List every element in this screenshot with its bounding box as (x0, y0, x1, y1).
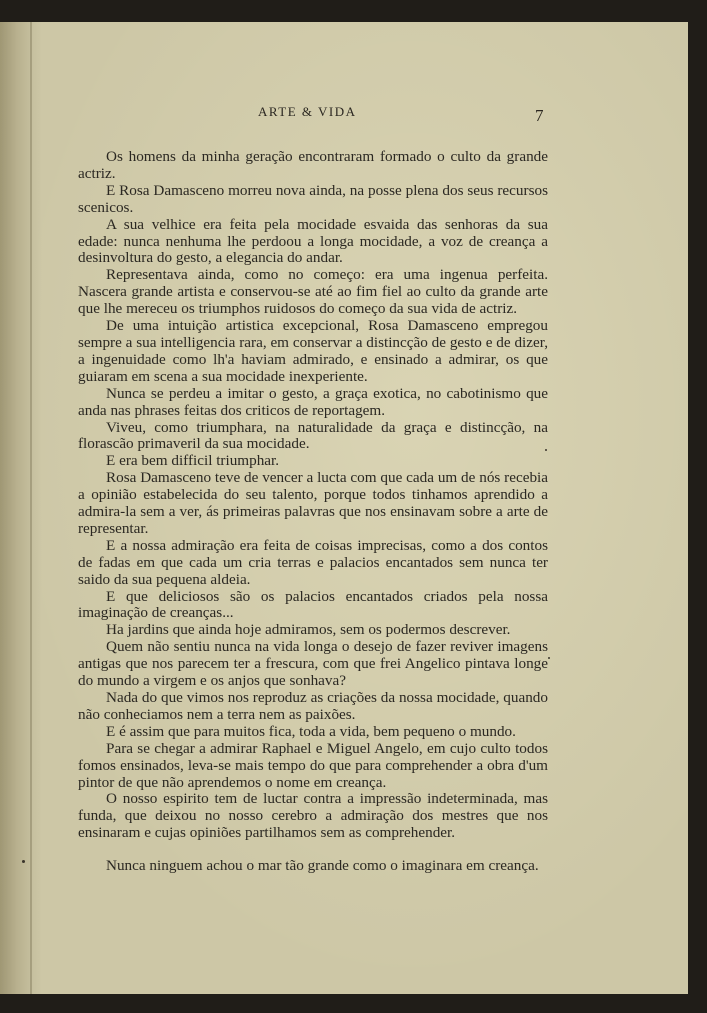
ink-speck (548, 657, 550, 659)
book-page (0, 22, 688, 994)
closing-paragraph: Nunca ninguem achou o mar tão grande como o imaginara em creança. (106, 857, 539, 875)
page-number: 7 (535, 106, 544, 125)
running-title: ARTE & VIDA (258, 104, 357, 119)
ink-speck (545, 449, 547, 451)
body-text (78, 149, 548, 875)
paragraph: E é assim que para muitos fica, toda a vida, bem pequeno o mundo. (106, 722, 516, 740)
paragraph: E era bem difficil triumphar. (106, 452, 280, 470)
paragraph: Quem não sentiu nunca na vida longa o desejo de fazer reviver imagens antigas que nos parecem ter a frescura, com que frei Angelico pintava longe do mundo a virgem e os anjos que sonhava? (78, 638, 548, 690)
paragraph: Ha jardins que ainda hoje admiramos, sem os podermos descrever. (106, 621, 511, 639)
paragraph: Representava ainda, como no começo: era uma ingenua perfeita. Nascera grande artista e conservou-se até ao fim fiel ao culto da grande arte que lhe mereceu os triumphos ruidosos do começo da sua vida de actriz. (78, 266, 548, 318)
paragraph: O nosso espirito tem de luctar contra a impressão indeterminada, mas funda, que deixou no nosso cerebro a admiração dos mestres que nos ensinaram e cujas opiniões partilhamos sem as comprehender. (78, 790, 548, 842)
page-gutter (0, 22, 42, 994)
page-fold (30, 22, 32, 994)
paragraph: Viveu, como triumphara, na naturalidade da graça e distincção, na florascão primaveril da sua mocidade. (78, 418, 548, 453)
ink-speck (22, 860, 25, 863)
paragraph: E Rosa Damasceno morreu nova ainda, na posse plena dos seus recursos scenicos. (78, 181, 548, 216)
paragraph: Os homens da minha geração encontraram formado o culto da grande actriz. (78, 148, 548, 182)
paragraph: De uma intuição artistica excepcional, Rosa Damasceno empregou sempre a sua intelligencia rara, em conservar a distincção de gesto e de dizer, a ingenuidade como lh'a haviam admirado, e ensinado a admirar, os que guiaram em scena a sua mocidade inexperiente. (78, 317, 548, 385)
paragraph: E a nossa admiração era feita de coisas imprecisas, como a dos contos de fadas em que cada um cria terras e palacios encantados sem nunca ter saido da sua pequena aldeia. (78, 536, 548, 588)
paragraph: Nunca se perdeu a imitar o gesto, a graça exotica, no cabotinismo que anda nas phrases feitas dos criticos de reportagem. (78, 384, 548, 419)
paragraph: A sua velhice era feita pela mocidade esvaida das senhoras da sua edade: nunca nenhuma lhe perdoou a longa mocidade, a voz de creança a desinvoltura do gesto, a elegancia do andar. (78, 215, 548, 267)
paragraph: E que deliciosos são os palacios encantados criados pela nossa imaginação de creanças... (78, 587, 548, 622)
paragraph: Para se chegar a admirar Raphael e Miguel Angelo, em cujo culto todos fomos ensinados, leva-se mais tempo do que para comprehender a obra d'um pintor de que não aprendemos o nome em creança. (78, 739, 548, 791)
paragraph: Rosa Damasceno teve de vencer a lucta com que cada um de nós recebia a opinião estabelecida do seu talento, porque todos tinhamos aprendido a admira-la sem a ver, ás primeiras palavras que nos ensinavam sobre a arte de representar. (78, 469, 548, 537)
paragraph: Nada do que vimos nos reproduz as criações da nossa mocidade, quando não conheciamos nem a terra nem as paixões. (78, 689, 548, 723)
